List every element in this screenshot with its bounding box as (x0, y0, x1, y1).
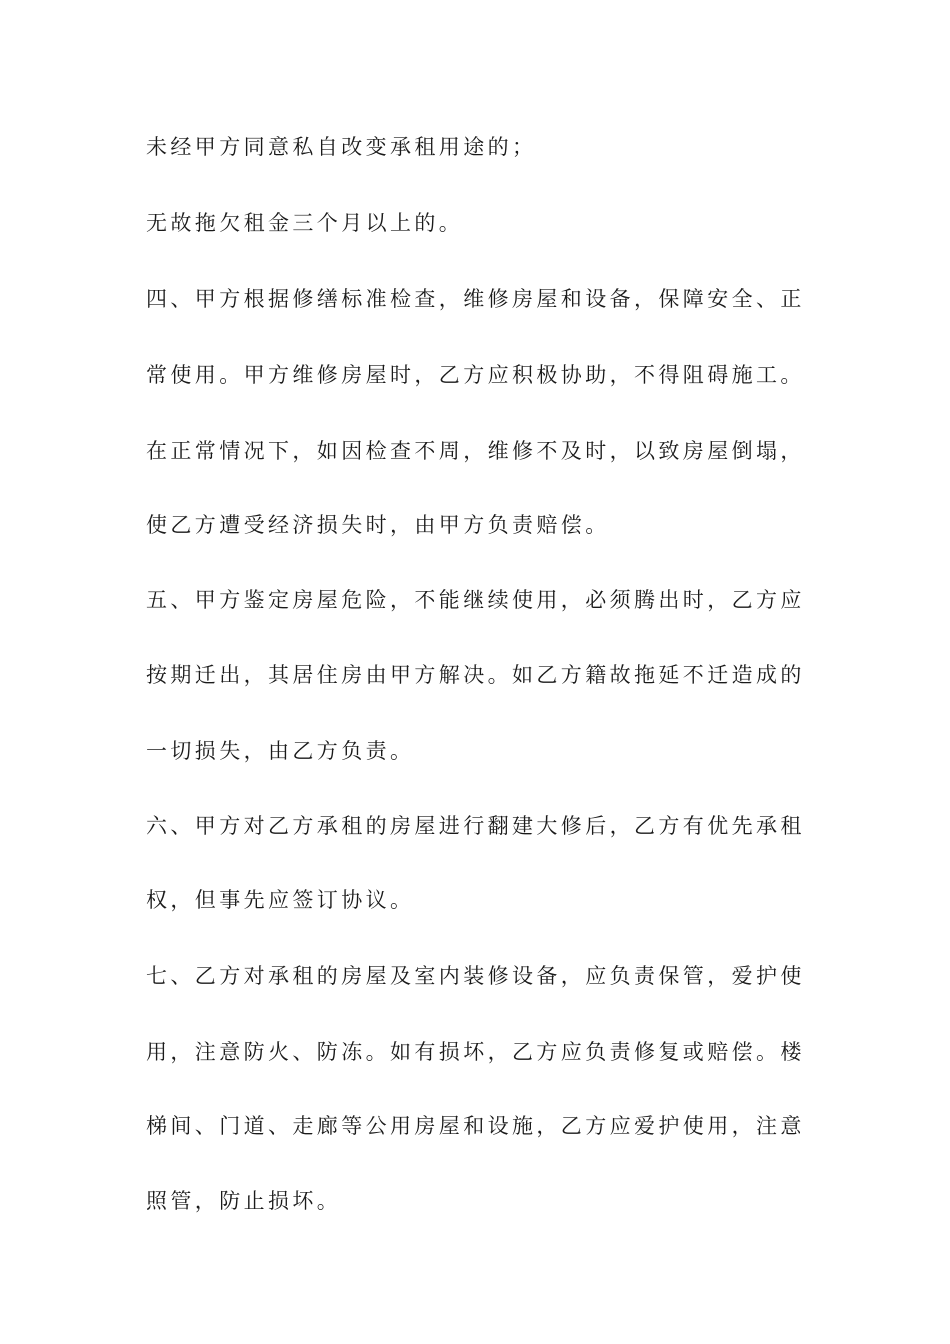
text-line: 六、甲方对乙方承租的房屋进行翻建大修后，乙方有优先承租 (146, 814, 805, 838)
text-line: 在正常情况下，如因检查不周，维修不及时，以致房屋倒塌， (146, 439, 805, 463)
text-line: 未经甲方同意私自改变承租用途的； (146, 135, 537, 159)
text-line: 七、乙方对承租的房屋及室内装修设备，应负责保管，爱护使 (146, 964, 805, 988)
text-line: 常使用。甲方维修房屋时，乙方应积极协助，不得阻碍施工。 (146, 363, 805, 387)
text-line: 使乙方遭受经济损失时，由甲方负责赔偿。 (146, 513, 610, 537)
text-line: 五、甲方鉴定房屋危险，不能继续使用，必须腾出时，乙方应 (146, 588, 805, 612)
text-line: 梯间、门道、走廊等公用房屋和设施，乙方应爱护使用，注意 (146, 1114, 805, 1138)
text-line: 无故拖欠租金三个月以上的。 (146, 211, 464, 235)
text-line: 按期迁出，其居住房由甲方解决。如乙方籍故拖延不迁造成的 (146, 663, 805, 687)
text-line: 用，注意防火、防冻。如有损坏，乙方应负责修复或赔偿。楼 (146, 1040, 805, 1064)
text-line: 权，但事先应签订协议。 (146, 888, 415, 912)
text-line: 照管，防止损坏。 (146, 1189, 342, 1213)
text-line: 四、甲方根据修缮标准检查，维修房屋和设备，保障安全、正 (146, 287, 805, 311)
text-line: 一切损失，由乙方负责。 (146, 739, 415, 763)
